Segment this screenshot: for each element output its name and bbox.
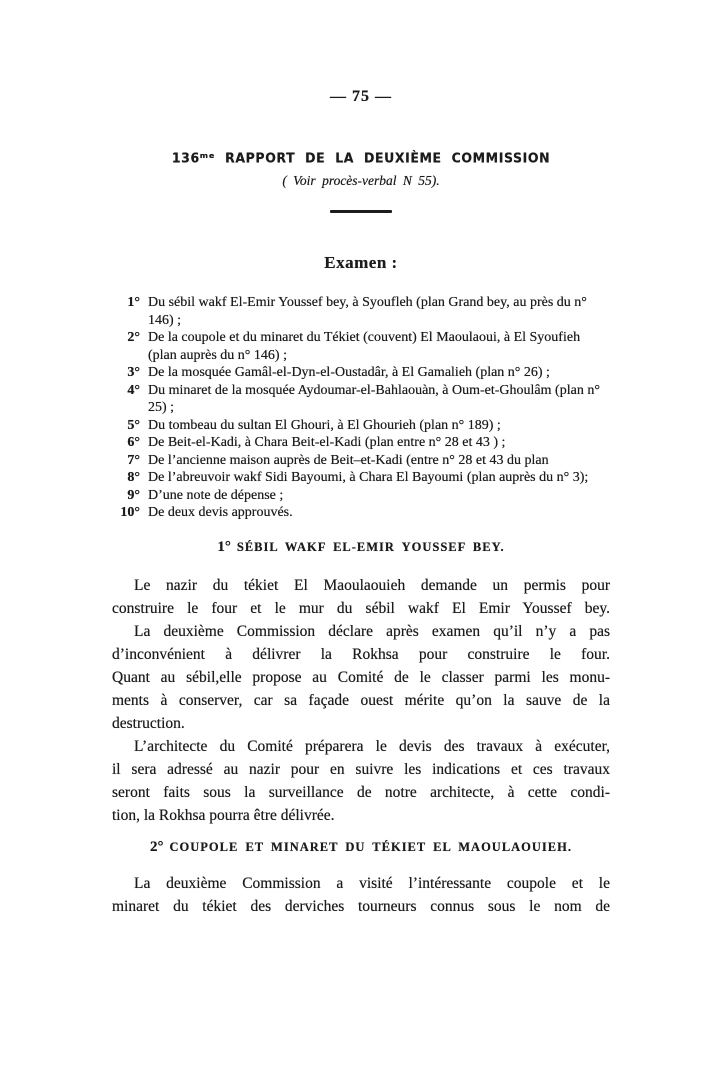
examen-item-10	[112, 504, 610, 522]
text-line: construire le four et le mur du sébil wakf El Emir Youssef bey.	[112, 599, 610, 617]
examen-item-6	[112, 434, 610, 452]
examen-item-7	[112, 452, 610, 470]
item-number: 1°	[127, 295, 140, 310]
text-line: La deuxième Commission a visité l’intéressante coupole et le	[134, 874, 610, 892]
text-line: ments à conserver, car sa façade ouest mérite qu’on la sauve de la	[112, 691, 610, 709]
item-text	[148, 434, 610, 452]
text-line: De la coupole et du minaret du Tékiet (couvent) El Maoulaoui, à El	[148, 330, 527, 345]
item-number: 6°	[127, 435, 140, 450]
item-number: 10°	[120, 505, 140, 520]
examen-item-8	[112, 469, 610, 487]
examen-item-5	[112, 417, 610, 435]
paragraph	[112, 574, 610, 620]
page-number: — 75 —	[330, 88, 392, 105]
item-number: 5°	[127, 417, 140, 433]
paragraph	[112, 620, 610, 735]
text-line: près du n° 146) ;	[148, 295, 587, 328]
item-text	[148, 504, 610, 522]
section-2-body	[112, 872, 610, 918]
text-line: destruction.	[112, 714, 185, 732]
text-line: L’architecte du Comité préparera le devis des travaux à exécuter,	[134, 737, 610, 755]
section-heading-number: 2°	[150, 838, 164, 855]
text-line: seront faits sous la surveillance de notre architecte, à cette condi-	[112, 783, 610, 801]
text-line: Le nazir du tékiet El Maoulaouieh demande un permis pour	[134, 576, 610, 594]
text-line: n° 3);	[556, 470, 589, 485]
item-number: 4°	[127, 382, 140, 398]
item-number: 2°	[127, 330, 140, 345]
paragraph	[112, 735, 610, 827]
item-text	[148, 487, 610, 505]
examen-heading: Examen :	[324, 253, 398, 272]
section-heading-number: 1°	[217, 538, 231, 555]
item-text	[148, 294, 610, 329]
examen-list	[112, 294, 610, 522]
section-2-heading	[112, 839, 610, 856]
report-subtitle: ( Voir procès-verbal N 55).	[282, 173, 440, 188]
text-line: De la mosquée Gamâl-el-Dyn-el-Oustadâr, à El Gamalieh (plan n° 26) ;	[148, 365, 550, 380]
text-line: il sera adressé au nazir pour en suivre les indications et ces travaux	[112, 760, 610, 778]
item-text	[148, 382, 610, 417]
text-line: De l’abreuvoir wakf Sidi Bayoumi, à Chara El Bayoumi (plan auprès du	[148, 470, 554, 485]
text-line: minaret du tékiet des derviches tourneurs connus sous le nom de	[112, 897, 610, 915]
report-title: 136ᵐᵉ RAPPORT DE LA DEUXIÈME COMMISSION	[171, 149, 551, 166]
item-text	[148, 364, 610, 382]
examen-item-4	[112, 382, 610, 417]
item-number: 7°	[127, 452, 140, 468]
text-line: De deux devis approuvés.	[148, 505, 293, 520]
examen-item-2	[112, 329, 610, 364]
item-text	[148, 469, 610, 487]
item-text	[148, 329, 610, 364]
section-heading-text: SÉBIL WAKF EL-EMIR YOUSSEF BEY.	[236, 539, 505, 554]
text-line: d’inconvénient à délivrer la Rokhsa pour construire le four.	[112, 645, 610, 663]
text-line: Syoufieh (plan auprès du n° 146) ;	[148, 330, 581, 363]
section-heading-text: COUPOLE ET MINARET DU TÉKIET EL MAOULAOUIEH.	[169, 839, 572, 854]
text-line: Du tombeau du sultan El Ghouri, à El Ghourieh (plan n° 189) ;	[148, 417, 501, 433]
text-line: La deuxième Commission déclare après examen qu’il n’y a pas	[134, 622, 610, 640]
text-line: De Beit-el-Kadi, à Chara Beit-el-Kadi (plan entre n° 28 et 43 ) ;	[148, 435, 506, 450]
examen-item-9	[112, 487, 610, 505]
item-text	[148, 452, 610, 470]
item-number: 8°	[127, 470, 140, 485]
text-line: (plan n° 25) ;	[148, 382, 600, 415]
item-text	[148, 417, 610, 435]
text-line: tion, la Rokhsa pourra être délivrée.	[112, 806, 335, 824]
examen-item-1	[112, 294, 610, 329]
document-page	[112, 0, 610, 918]
text-line: De l’ancienne maison auprès de Beit–et-Kadi (entre n° 28 et 43 du plan	[148, 452, 549, 468]
item-number: 3°	[127, 365, 140, 380]
examen-item-3	[112, 364, 610, 382]
divider-rule	[330, 210, 392, 213]
text-line: Quant au sébil,elle propose au Comité de le classer parmi les monu-	[112, 668, 610, 686]
paragraph	[112, 872, 610, 918]
section-1-body	[112, 574, 610, 827]
text-line: Du sébil wakf El-Emir Youssef bey, à Syoufleh (plan Grand bey, au	[148, 295, 527, 310]
section-1-heading	[112, 539, 610, 556]
item-number: 9°	[127, 487, 140, 503]
text-line: Du minaret de la mosquée Aydoumar-el-Bahlaouàn, à Oum-et-Ghoulâm	[148, 382, 552, 398]
text-line: D’une note de dépense ;	[148, 487, 284, 503]
